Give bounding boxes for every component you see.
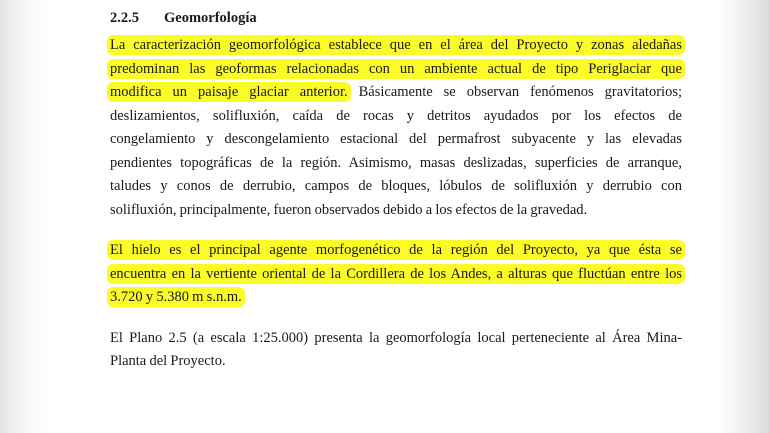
paragraph-line: El Plano 2.5 (a escala 1:25.000) presenta la geomorfología local perteneciente al Área Mina- [110, 329, 682, 346]
paragraph-line: deslizamientos, solifluxión, caída de rocas y detritos ayudados por los efectos de [110, 107, 682, 124]
paragraph-line [110, 34, 682, 58]
highlighted-text: La caracterización geomorfológica establece que en el área del Proyecto y zonas aledañas [107, 35, 685, 55]
paragraph-line [110, 58, 682, 82]
paragraph-line: solifluxión, principalmente, fueron observados debido a los efectos de la gravedad. [110, 201, 588, 218]
page-shadow-left [0, 0, 50, 433]
highlighted-text: 3.720 y 5.380 m s.n.m. [107, 287, 245, 307]
document-page [110, 8, 682, 374]
paragraph-line: congelamiento y descongelamiento estacional del permafrost subyacente y las elevadas [110, 131, 682, 147]
paragraph-line: Planta del Proyecto. [110, 353, 226, 369]
highlighted-text: predominan las geoformas relacionadas con un ambiente actual de tipo Periglaciar que [107, 59, 685, 79]
paragraph-line [110, 286, 682, 310]
paragraph-plano [110, 327, 682, 374]
section-number: 2.2.5 [110, 10, 139, 26]
paragraph-line [110, 263, 682, 287]
paragraph-ice [110, 239, 682, 310]
paragraph-line: taludes y conos de derrubio, campos de bloques, lóbulos de solifluxión y derrubio con [110, 178, 682, 194]
highlighted-text: encuentra en la vertiente oriental de la Cordillera de los Andes, a alturas que fluctúan entre los [107, 264, 685, 284]
plain-text: Básicamente se observan fenómenos gravitatorios; [347, 84, 682, 100]
paragraph-line [110, 81, 682, 105]
section-title: Geomorfología [164, 10, 257, 26]
highlighted-text: modifica un paisaje glaciar anterior. [107, 82, 351, 102]
page-shadow-right [715, 0, 770, 433]
highlighted-text: El hielo es el principal agente morfogenético de la región del Proyecto, ya que ésta se [107, 240, 685, 260]
paragraph-line: pendientes topográficas de la región. Asimismo, masas deslizadas, superficies de arranque, [110, 154, 682, 171]
paragraph-line [110, 239, 682, 263]
section-heading [110, 8, 682, 28]
paragraph-geoforms [110, 34, 682, 222]
